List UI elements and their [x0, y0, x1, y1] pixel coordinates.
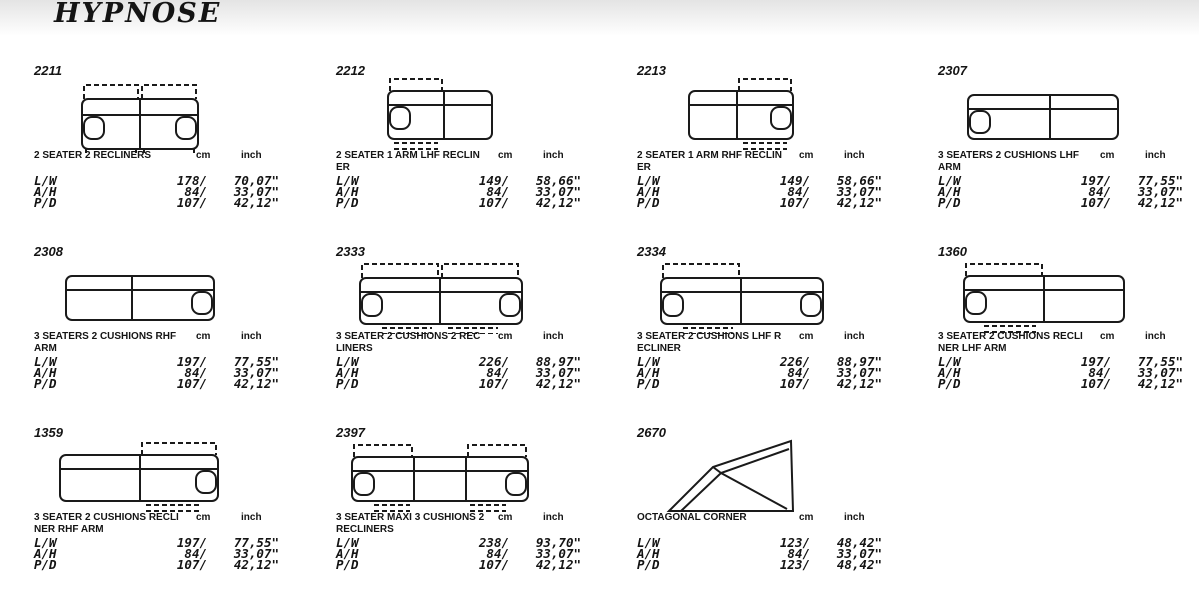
model-code: 2334 — [637, 244, 666, 259]
dimension-row: L/W 238/ 93,70" — [336, 535, 581, 550]
sofa-drawing-three-seat-lhf-arm — [938, 73, 1198, 153]
unit-inch: inch — [844, 512, 865, 523]
unit-inch: inch — [844, 150, 865, 161]
dimension-row: P/D 107/ 42,12" — [336, 195, 581, 210]
dimension-row: L/W 149/ 58,66" — [336, 173, 581, 188]
dimension-row: L/W 178/ 70,07" — [34, 173, 279, 188]
model-code: 2670 — [637, 425, 666, 440]
sofa-drawing-maxi-three-seat-2-recliners — [336, 435, 606, 515]
model-code: 2212 — [336, 63, 365, 78]
dimension-row: P/D 107/ 42,12" — [34, 557, 279, 572]
dimension-row: A/H 84/ 33,07" — [34, 184, 279, 199]
dimension-table — [34, 356, 279, 389]
unit-inch: inch — [543, 512, 564, 523]
dimension-row: A/H 84/ 33,07" — [336, 546, 581, 561]
dimension-table — [637, 175, 882, 208]
sofa-drawing-two-seat-lhf-recliner — [336, 73, 606, 153]
dimension-row: L/W 149/ 58,66" — [637, 173, 882, 188]
sofa-drawing-three-seat-lhf-recliner — [637, 254, 907, 334]
model-code: 2307 — [938, 63, 967, 78]
dimension-row: P/D 123/ 48,42" — [637, 557, 882, 572]
dimension-row: A/H 84/ 33,07" — [637, 184, 882, 199]
model-code: 2397 — [336, 425, 365, 440]
model-description: 3 SEATER 2 CUSHIONS RECLINER RHF ARM — [34, 512, 179, 535]
dimension-row: A/H 84/ 33,07" — [637, 365, 882, 380]
sofa-drawing-three-seat-recliner-lhf-arm — [938, 254, 1198, 334]
dimension-row: P/D 107/ 42,12" — [637, 195, 882, 210]
dimension-row: A/H 84/ 33,07" — [34, 546, 279, 561]
model-card — [34, 244, 304, 414]
dimension-row: P/D 107/ 42,12" — [336, 376, 581, 391]
dimension-table — [34, 175, 279, 208]
model-description: 3 SEATER 2 CUSHIONS LHF RECLINER — [637, 331, 782, 354]
dimension-table — [336, 356, 581, 389]
model-code: 2333 — [336, 244, 365, 259]
model-description: OCTAGONAL CORNER — [637, 512, 747, 523]
unit-inch: inch — [241, 331, 262, 342]
dimension-row: P/D 107/ 42,12" — [336, 557, 581, 572]
dimension-row: P/D 107/ 42,12" — [34, 195, 279, 210]
dimension-table — [336, 175, 581, 208]
unit-inch: inch — [543, 331, 564, 342]
dimension-row: P/D 107/ 42,12" — [637, 376, 882, 391]
dimension-row: A/H 84/ 33,07" — [336, 184, 581, 199]
dimension-row: P/D 107/ 42,12" — [938, 376, 1183, 391]
model-description: 3 SEATER MAXI 3 CUSHIONS 2 RECLINERS — [336, 512, 485, 535]
dimension-row: L/W 197/ 77,55" — [34, 354, 279, 369]
unit-cm: cm — [498, 331, 513, 342]
model-description: 3 SEATER 2 CUSHIONS RECLINER LHF ARM — [938, 331, 1083, 354]
page-title: HYPNOSE — [54, 0, 222, 29]
model-code: 1359 — [34, 425, 63, 440]
unit-cm: cm — [196, 512, 211, 523]
unit-cm: cm — [1100, 150, 1115, 161]
sofa-drawing-three-seat-recliner-rhf-arm — [34, 435, 304, 515]
unit-cm: cm — [799, 150, 814, 161]
unit-inch: inch — [241, 150, 262, 161]
unit-cm: cm — [799, 331, 814, 342]
unit-cm: cm — [1100, 331, 1115, 342]
dimension-row: L/W 197/ 77,55" — [34, 535, 279, 550]
sofa-drawing-two-seat-rhf-recliner — [637, 73, 907, 153]
unit-inch: inch — [241, 512, 262, 523]
dimension-row: P/D 107/ 42,12" — [34, 376, 279, 391]
model-card — [637, 244, 907, 414]
model-code: 2308 — [34, 244, 63, 259]
model-description: 3 SEATERS 2 CUSHIONS RHF ARM — [34, 331, 177, 354]
model-description: 2 SEATER 2 RECLINERS — [34, 150, 152, 161]
dimension-row: L/W 226/ 88,97" — [336, 354, 581, 369]
dimension-row: A/H 84/ 33,07" — [336, 365, 581, 380]
sofa-drawing-three-seat-rhf-arm — [34, 254, 304, 334]
model-card — [34, 425, 304, 595]
unit-cm: cm — [196, 331, 211, 342]
model-card — [938, 63, 1199, 233]
model-card — [637, 63, 907, 233]
model-code: 1360 — [938, 244, 967, 259]
model-description: 2 SEATER 1 ARM RHF RECLINER — [637, 150, 783, 173]
dimension-row: A/H 84/ 33,07" — [34, 365, 279, 380]
dimension-row: L/W 226/ 88,97" — [637, 354, 882, 369]
unit-inch: inch — [844, 331, 865, 342]
unit-cm: cm — [799, 512, 814, 523]
model-card — [637, 425, 907, 595]
unit-cm: cm — [196, 150, 211, 161]
sofa-drawing-three-seat-2-recliners — [336, 254, 606, 334]
dimension-row: L/W 197/ 77,55" — [938, 173, 1183, 188]
model-description: 2 SEATER 1 ARM LHF RECLINER — [336, 150, 480, 173]
dimension-table — [938, 356, 1183, 389]
dimension-table — [336, 537, 581, 570]
sofa-drawing-two-seat-recliners — [34, 73, 304, 153]
unit-inch: inch — [1145, 150, 1166, 161]
dimension-row: A/H 84/ 33,07" — [637, 546, 882, 561]
unit-inch: inch — [543, 150, 564, 161]
dimension-row: L/W 197/ 77,55" — [938, 354, 1183, 369]
model-code: 2213 — [637, 63, 666, 78]
model-card — [34, 63, 304, 233]
unit-inch: inch — [1145, 331, 1166, 342]
unit-cm: cm — [498, 512, 513, 523]
dimension-table — [637, 356, 882, 389]
dimension-table — [637, 537, 882, 570]
model-card — [336, 425, 606, 595]
model-code: 2211 — [34, 63, 62, 78]
model-card — [336, 244, 606, 414]
dimension-row: L/W 123/ 48,42" — [637, 535, 882, 550]
dimension-row: A/H 84/ 33,07" — [938, 184, 1183, 199]
dimension-table — [34, 537, 279, 570]
dimension-table — [938, 175, 1183, 208]
model-card — [938, 244, 1199, 414]
unit-cm: cm — [498, 150, 513, 161]
model-description: 3 SEATER 2 CUSHIONS 2 RECLINERS — [336, 331, 481, 354]
dimension-row: P/D 107/ 42,12" — [938, 195, 1183, 210]
model-card — [336, 63, 606, 233]
sofa-drawing-octagonal-corner — [637, 435, 907, 515]
model-description: 3 SEATERS 2 CUSHIONS LHF ARM — [938, 150, 1079, 173]
dimension-row: A/H 84/ 33,07" — [938, 365, 1183, 380]
